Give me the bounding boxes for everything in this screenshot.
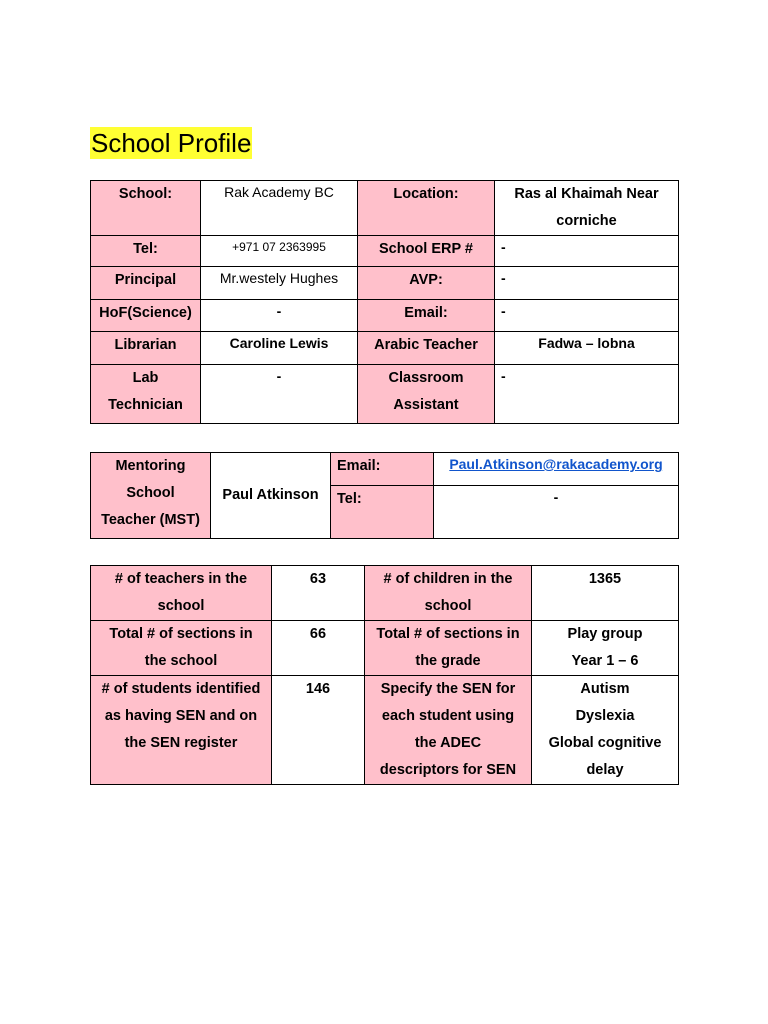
- sen-students-label: # of students identified as having SEN and on the SEN register: [91, 676, 272, 785]
- librarian-value: Caroline Lewis: [201, 332, 358, 365]
- school-value: Rak Academy BC: [201, 181, 358, 236]
- arabic-teacher-label: Arabic Teacher: [358, 332, 495, 365]
- librarian-label: Librarian: [91, 332, 201, 365]
- avp-value: -: [495, 267, 679, 300]
- sections-grade-label: Total # of sections in the grade: [365, 621, 532, 676]
- location-label: Location:: [358, 181, 495, 236]
- mentor-email-link[interactable]: Paul.Atkinson@rakacademy.org: [449, 456, 663, 472]
- mentor-email-cell: [434, 453, 679, 486]
- mentor-email-label: Email:: [331, 453, 434, 486]
- specify-sen-value: Autism Dyslexia Global cognitive delay: [532, 676, 679, 785]
- principal-label: Principal: [91, 267, 201, 300]
- avp-label: AVP:: [358, 267, 495, 300]
- teachers-count-value: 63: [272, 566, 365, 621]
- sections-grade-value: Play group Year 1 – 6: [532, 621, 679, 676]
- principal-value: Mr.westely Hughes: [201, 267, 358, 300]
- email-label: Email:: [358, 300, 495, 332]
- mentor-tel-value: -: [434, 486, 679, 539]
- statistics-table: [90, 565, 679, 785]
- lab-technician-value: -: [201, 365, 358, 424]
- mentor-label: Mentoring School Teacher (MST): [91, 453, 211, 539]
- mentor-table: [90, 452, 679, 539]
- sen-students-value: 146: [272, 676, 365, 785]
- classroom-assistant-value: -: [495, 365, 679, 424]
- sections-school-label: Total # of sections in the school: [91, 621, 272, 676]
- tel-value: +971 07 2363995: [201, 236, 358, 267]
- mentor-tel-label: Tel:: [331, 486, 434, 539]
- hof-value: -: [201, 300, 358, 332]
- mentor-name: Paul Atkinson: [211, 453, 331, 539]
- tel-label: Tel:: [91, 236, 201, 267]
- specify-sen-label: Specify the SEN for each student using the ADEC descriptors for SEN: [365, 676, 532, 785]
- hof-label: HoF(Science): [91, 300, 201, 332]
- page-title: School Profile: [91, 128, 252, 158]
- sections-school-value: 66: [272, 621, 365, 676]
- children-count-label: # of children in the school: [365, 566, 532, 621]
- teachers-count-label: # of teachers in the school: [91, 566, 272, 621]
- erp-value: -: [495, 236, 679, 267]
- school-profile-table: [90, 180, 679, 424]
- classroom-assistant-label: Classroom Assistant: [358, 365, 495, 424]
- arabic-teacher-value: Fadwa – lobna: [495, 332, 679, 365]
- erp-label: School ERP #: [358, 236, 495, 267]
- children-count-value: 1365: [532, 566, 679, 621]
- school-label: School:: [91, 181, 201, 236]
- email-value: -: [495, 300, 679, 332]
- lab-technician-label: Lab Technician: [91, 365, 201, 424]
- location-value: Ras al Khaimah Near corniche: [495, 181, 679, 236]
